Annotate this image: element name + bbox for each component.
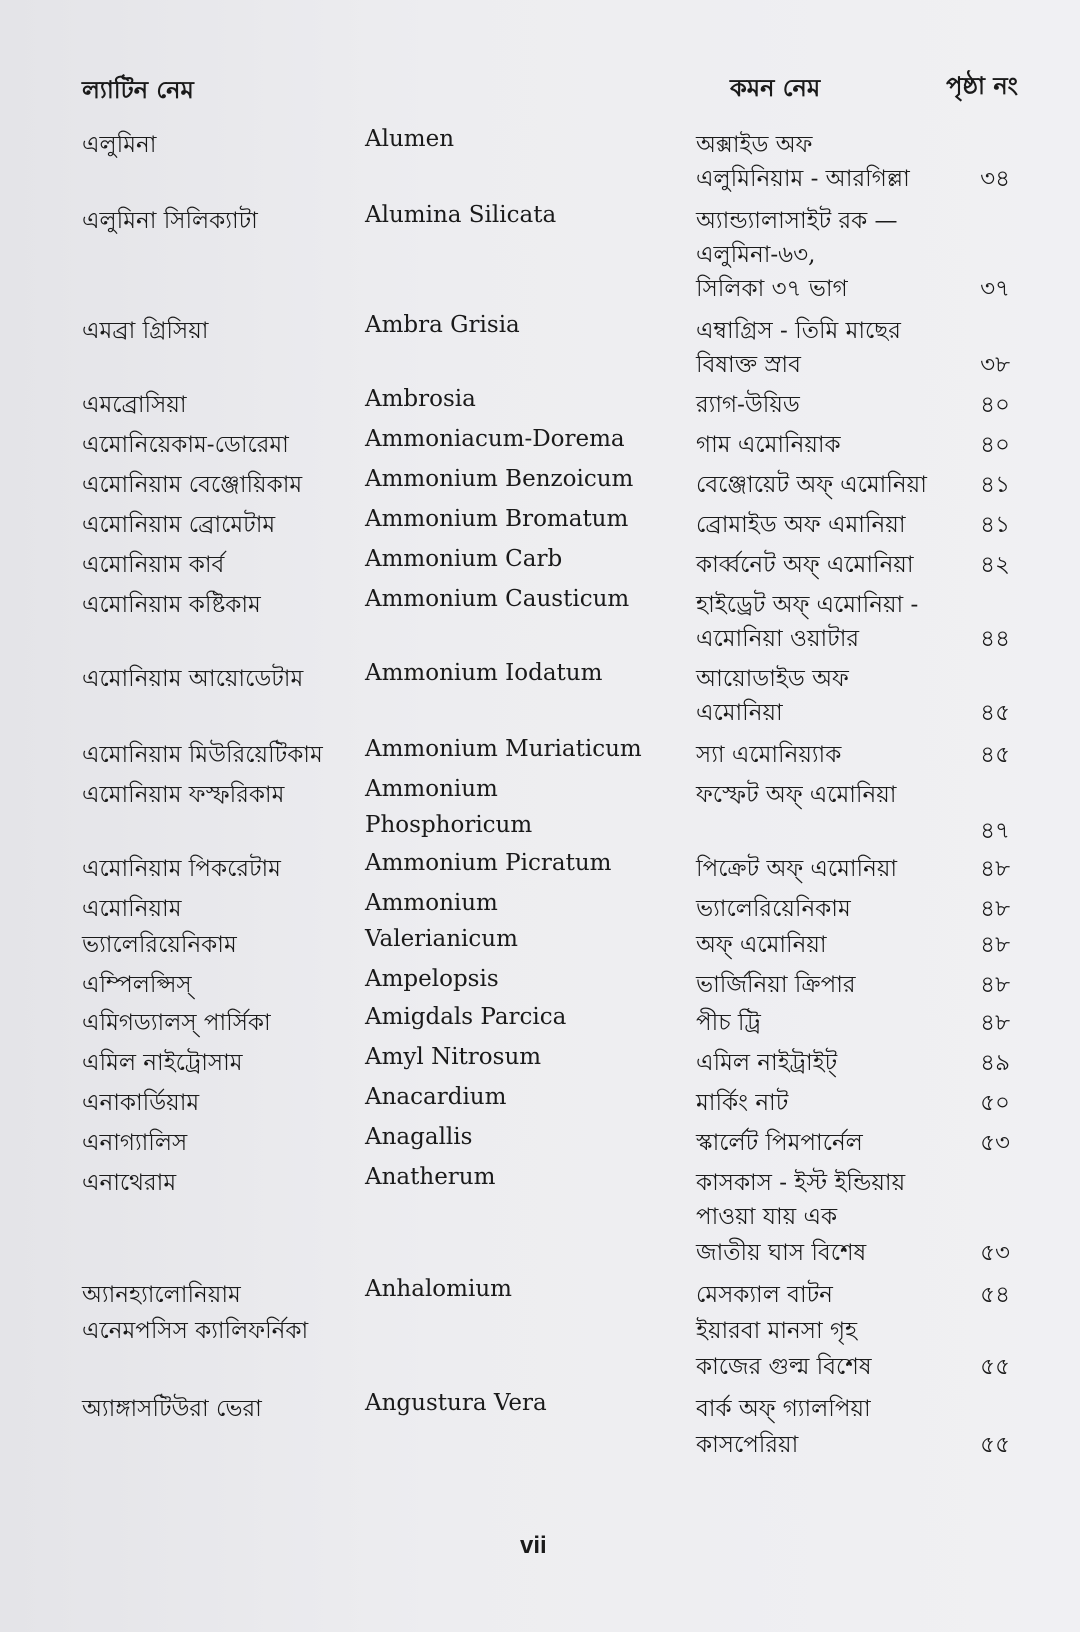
header-common-name: কমন নেম [730,73,821,102]
row-bengali-name: ভ্যালেরিয়েনিকাম [82,932,237,958]
row-bengali-name: এমোনিয়াম [82,896,182,922]
row-bengali-name: এমোনিয়াম কষ্টিকাম [82,592,261,618]
row-bengali-name: এলুমিনা [82,132,157,158]
row-common-name: সিলিকা ৩৭ ভাগ [696,276,848,302]
row-common-name: আয়োডাইড অফ [696,666,849,692]
row-page-number: ৩৪ [980,166,1010,192]
row-common-name: পীচ ট্রি [696,1010,761,1036]
row-page-number: ৪৪ [980,626,1010,652]
row-bengali-name: এমোনিয়াম পিকরেটাম [82,856,281,882]
row-common-name: গাম এমোনিয়াক [696,432,841,458]
row-bengali-name: এমোনিয়াম আয়োডেটাম [82,666,304,692]
row-latin-name: Ammonium Picratum [365,850,612,876]
row-common-name: ভ্যালেরিয়েনিকাম [696,896,851,922]
row-page-number: ৪২ [980,552,1010,578]
row-common-name: পিক্রেট অফ্ এমোনিয়া [696,856,898,882]
row-page-number: ৫০ [980,1090,1010,1116]
row-latin-name: Ambrosia [365,386,476,412]
row-bengali-name: এমোনিয়াম ফস্ফরিকাম [82,782,285,808]
row-latin-name: Ammonium Muriaticum [365,736,642,762]
row-bengali-name: এলুমিনা সিলিক্যাটা [82,208,258,234]
row-latin-name: Alumina Silicata [365,202,557,228]
row-common-name: এলুমিনিয়াম - আরগিল্লা [696,166,910,192]
row-page-number: ৫৫ [980,1432,1010,1458]
row-common-name: ইয়ারবা মানসা গৃহ [696,1318,858,1344]
row-latin-name: Angustura Vera [365,1390,547,1416]
row-latin-name: Ammonium [365,890,498,916]
row-common-name: অক্সাইড অফ [696,132,813,158]
row-page-number: ৫৩ [980,1240,1010,1266]
row-latin-name: Ammonium Carb [365,546,563,572]
row-common-name: পাওয়া যায় এক [696,1204,838,1230]
row-bengali-name: এমিল নাইট্রোসাম [82,1050,243,1076]
header-page-number: পৃষ্ঠা নং [946,71,1018,100]
row-page-number: ৪৫ [980,742,1010,768]
row-bengali-name: এমব্রা গ্রিসিয়া [82,318,209,344]
row-page-number: ৩৮ [980,352,1010,378]
row-bengali-name: এমোনিয়াম কার্ব [82,552,225,578]
row-bengali-name: এমিগড্যালস্ পার্সিকা [82,1010,271,1036]
row-latin-name: Ammonium Causticum [365,586,630,612]
row-page-number: ৪৫ [980,700,1010,726]
row-common-name: এম্বাগ্রিস - তিমি মাছের [696,318,901,344]
row-common-name: ব্রোমাইড অফ এমানিয়া [696,512,906,538]
header-latin-name: ল্যাটিন নেম [82,75,194,104]
row-latin-name: Ammonium Iodatum [365,660,603,686]
row-common-name: মার্কিং নাট [696,1090,789,1116]
row-common-name: ফস্ফেট অফ্ এমোনিয়া [696,782,897,808]
row-bengali-name: এনাথেরাম [82,1170,177,1196]
row-bengali-name: এনেমপসিস ক্যালিফর্নিকা [82,1318,309,1344]
row-common-name: অ্যান্ড্যালাসাইট রক — [696,208,898,234]
row-common-name: এমোনিয়া [696,700,783,726]
row-latin-name: Ampelopsis [365,966,499,992]
row-common-name: স্যা এমোনিয়্যাক [696,742,842,768]
row-common-name: মেসক্যাল বাটন [696,1282,833,1308]
row-bengali-name: এনাগ্যালিস [82,1130,188,1156]
row-common-name: অফ্ এমোনিয়া [696,932,827,958]
row-common-name: র‍্যাগ-উয়িড [696,392,800,418]
row-common-name: এমোনিয়া ওয়াটার [696,626,860,652]
row-latin-name: Alumen [365,126,455,152]
row-bengali-name: অ্যাঙ্গাসটিউরা ভেরা [82,1396,262,1422]
row-bengali-name: এমোনিয়েকাম-ডোরেমা [82,432,289,458]
page-folio: vii [520,1532,547,1559]
row-common-name: হাইড্রেট অফ্ এমোনিয়া - [696,592,919,618]
row-page-number: ৪৮ [980,932,1010,958]
row-common-name: জাতীয় ঘাস বিশেষ [696,1240,867,1266]
row-bengali-name: অ্যানহ্যালোনিয়াম [82,1282,241,1308]
row-common-name: বেঞ্জোয়েট অফ্ এমোনিয়া [696,472,927,498]
row-page-number: ৪৮ [980,1010,1010,1036]
row-latin-name: Valerianicum [365,926,518,952]
row-latin-name: Anhalomium [365,1276,512,1302]
row-latin-name: Ammoniacum-Dorema [365,426,625,452]
row-page-number: ৫৫ [980,1354,1010,1380]
row-page-number: ৪৮ [980,972,1010,998]
row-bengali-name: এম্পিলপ্সিস্ [82,972,192,998]
row-bengali-name: এমব্রোসিয়া [82,392,187,418]
row-latin-name: Anatherum [365,1164,496,1190]
row-common-name: বিষাক্ত স্রাব [696,352,801,378]
row-latin-name: Amyl Nitrosum [365,1044,542,1070]
row-common-name: এলুমিনা-৬৩, [696,242,816,268]
row-page-number: ৪১ [980,512,1010,538]
row-common-name: কাজের গুল্ম বিশেষ [696,1354,872,1380]
row-latin-name: Ammonium Benzoicum [365,466,634,492]
row-latin-name: Anagallis [365,1124,473,1150]
row-latin-name: Ammonium [365,776,498,802]
row-bengali-name: এমোনিয়াম মিউরিয়েটিকাম [82,742,323,768]
row-page-number: ৪৯ [980,1050,1010,1076]
row-page-number: ৪০ [980,432,1010,458]
row-latin-name: Anacardium [365,1084,507,1110]
row-common-name: ভার্জিনিয়া ক্রিপার [696,972,856,998]
row-common-name: বার্ক অফ্ গ্যালপিয়া [696,1396,871,1422]
row-common-name: কাসকাস - ইস্ট ইন্ডিয়ায় [696,1170,906,1196]
row-common-name: কার্ব্বনেট অফ্ এমোনিয়া [696,552,914,578]
row-page-number: ৪৭ [980,818,1010,844]
row-latin-name: Ambra Grisia [365,312,520,338]
row-latin-name: Amigdals Parcica [365,1004,567,1030]
row-bengali-name: এমোনিয়াম ব্রোমেটাম [82,512,276,538]
row-page-number: ৪৮ [980,856,1010,882]
row-page-number: ৪১ [980,472,1010,498]
row-latin-name: Phosphoricum [365,812,533,838]
row-page-number: ৩৭ [980,276,1010,302]
row-page-number: ৫৪ [980,1282,1010,1308]
row-bengali-name: এমোনিয়াম বেঞ্জোয়িকাম [82,472,303,498]
row-common-name: কাসপেরিয়া [696,1432,799,1458]
row-page-number: ৪০ [980,392,1010,418]
row-common-name: স্কার্লেট পিমপার্নেল [696,1130,863,1156]
row-latin-name: Ammonium Bromatum [365,506,629,532]
row-common-name: এমিল নাইট্রাইট্ [696,1050,838,1076]
row-bengali-name: এনাকার্ডিয়াম [82,1090,200,1116]
row-page-number: ৪৮ [980,896,1010,922]
row-page-number: ৫৩ [980,1130,1010,1156]
